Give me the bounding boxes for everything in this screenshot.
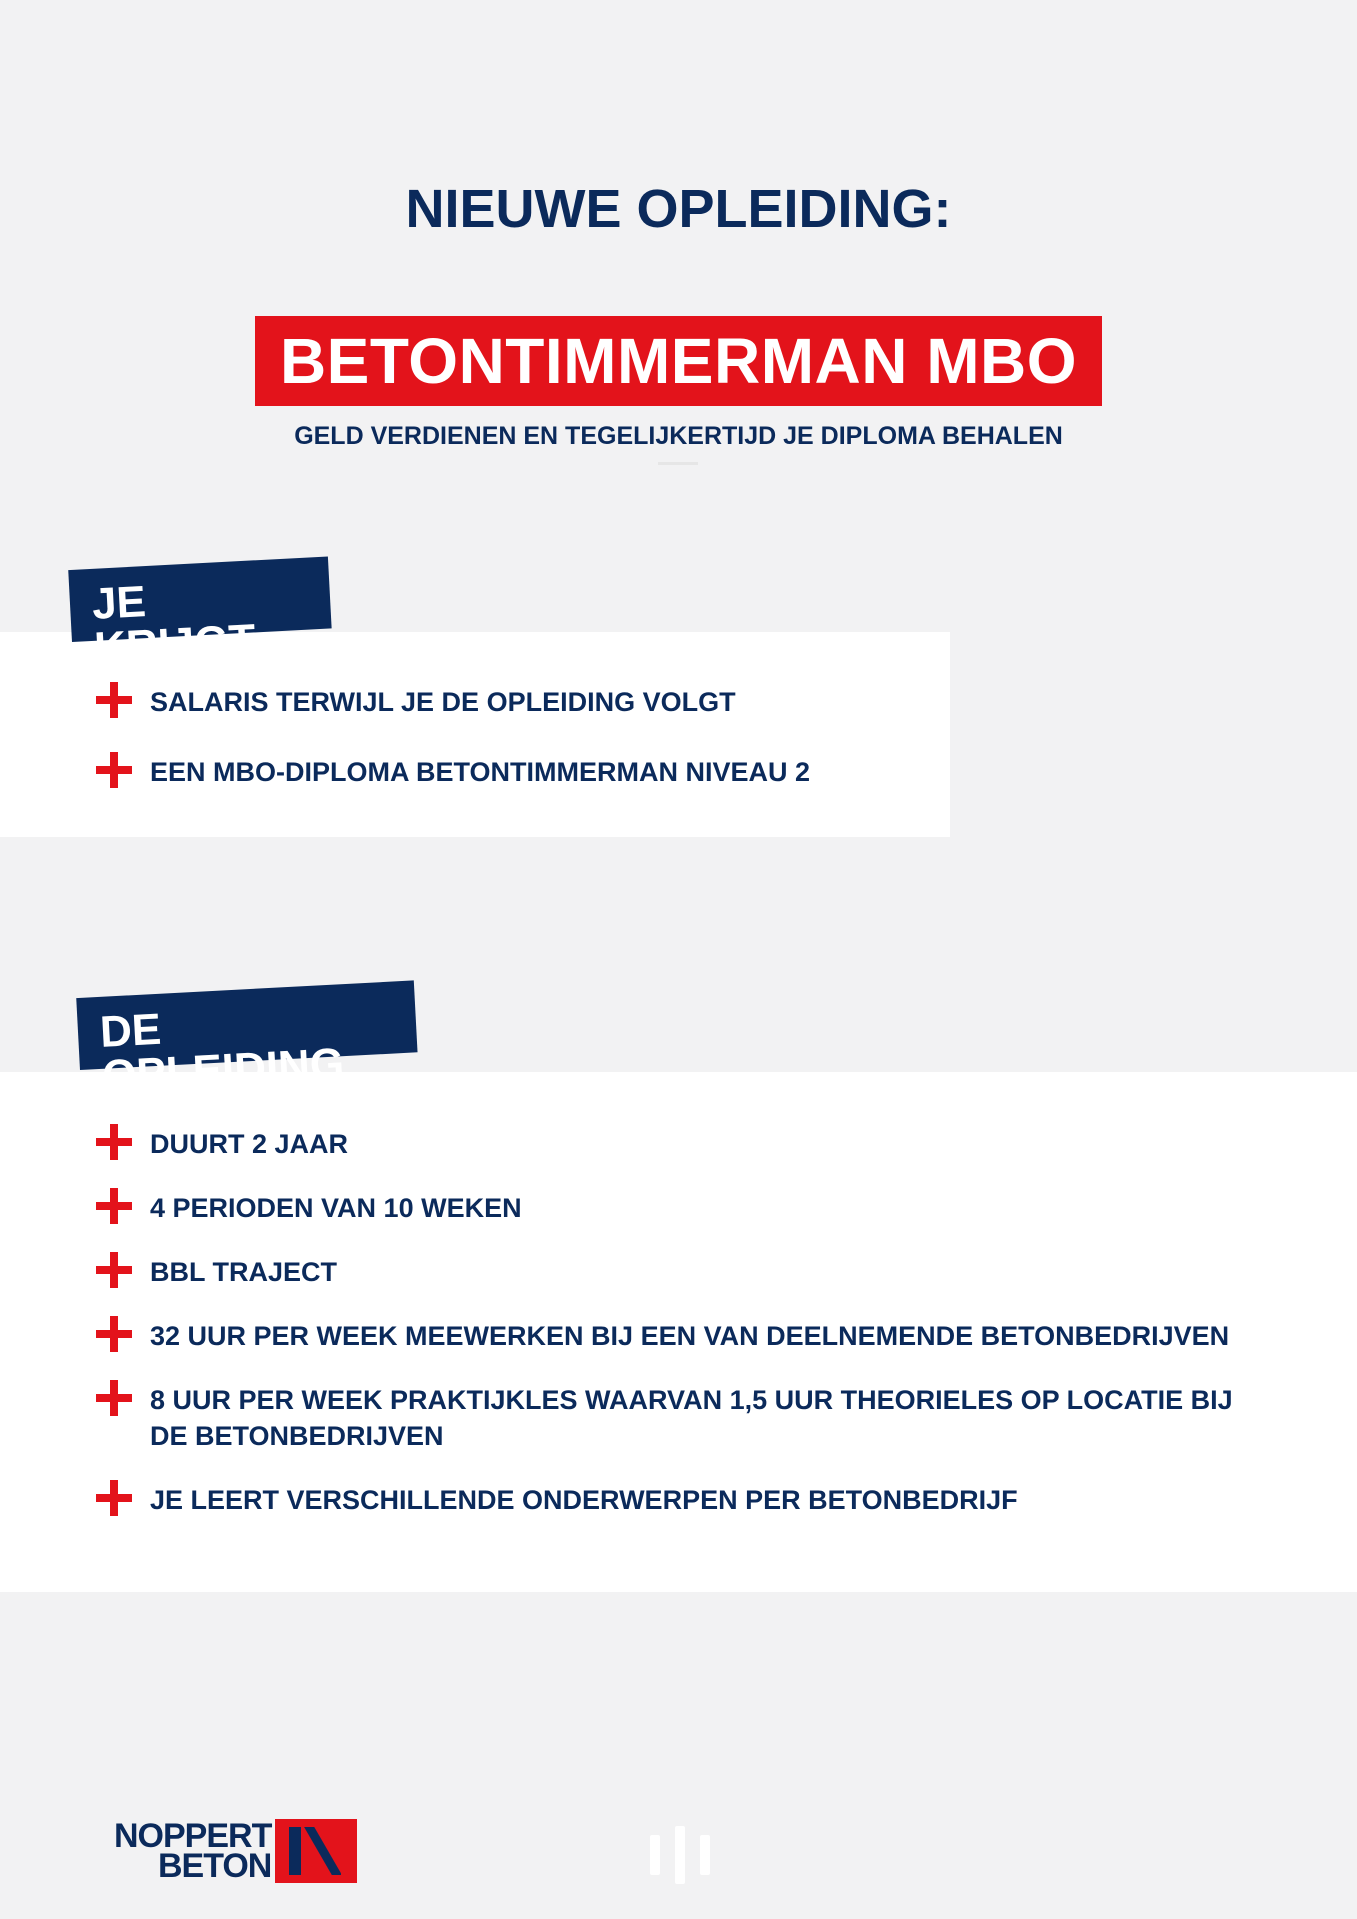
slider-bar [675, 1826, 685, 1884]
list-item-text: 8 UUR PER WEEK PRAKTIJKLES WAARVAN 1,5 UUR THEORIELES OP LOCATIE BIJ DE BETONBEDRIJVEN [150, 1385, 1233, 1451]
list-item-text: EEN MBO-DIPLOMA BETONTIMMERMAN NIVEAU 2 [150, 757, 811, 787]
plus-icon [96, 1252, 132, 1288]
plus-icon [96, 1480, 132, 1516]
list-item-text: DUURT 2 JAAR [150, 1129, 349, 1159]
list-item-text: 32 UUR PER WEEK MEEWERKEN BIJ EEN VAN DEELNEMENDE BETONBEDRIJVEN [150, 1321, 1230, 1351]
course-details-list [96, 1126, 1270, 1546]
section-label-je-krijgt: JE KRIJGT [68, 556, 331, 642]
plus-icon [96, 1188, 132, 1224]
page-kicker: NIEUWE OPLEIDING: [405, 179, 952, 239]
slider-bar [650, 1835, 660, 1875]
logo-line-1: NOPPERT [114, 1817, 272, 1855]
list-item [96, 1482, 1270, 1518]
slider-bar [700, 1835, 710, 1875]
list-item [96, 754, 810, 790]
benefits-list [96, 684, 810, 824]
slider-icon[interactable] [650, 1825, 710, 1885]
section-label-de-opleiding: DE OPLEIDING [76, 980, 417, 1070]
logo-line-2: BETON [157, 1847, 272, 1885]
list-item [96, 1190, 1270, 1226]
logo-n-icon [275, 1819, 357, 1883]
plus-icon [96, 1124, 132, 1160]
page-subtitle: GELD VERDIENEN EN TEGELIJKERTIJD JE DIPLOMA BEHALEN [294, 422, 1063, 450]
noppert-beton-logo [114, 1818, 399, 1884]
plus-icon [96, 1380, 132, 1416]
page-title: BETONTIMMERMAN MBO [255, 316, 1102, 406]
divider [658, 462, 698, 465]
list-item-text: BBL TRAJECT [150, 1257, 338, 1287]
list-item [96, 1254, 1270, 1290]
list-item [96, 1382, 1270, 1454]
list-item [96, 1318, 1270, 1354]
plus-icon [96, 752, 132, 788]
list-item [96, 1126, 1270, 1162]
plus-icon [96, 682, 132, 718]
list-item [96, 684, 810, 720]
list-item-text: SALARIS TERWIJL JE DE OPLEIDING VOLGT [150, 687, 736, 717]
panel-de-opleiding [0, 1072, 1357, 1592]
list-item-text: JE LEERT VERSCHILLENDE ONDERWERPEN PER BETONBEDRIJF [150, 1485, 1018, 1515]
logo-wordmark [114, 1817, 272, 1885]
list-item-text: 4 PERIODEN VAN 10 WEKEN [150, 1193, 522, 1223]
plus-icon [96, 1316, 132, 1352]
